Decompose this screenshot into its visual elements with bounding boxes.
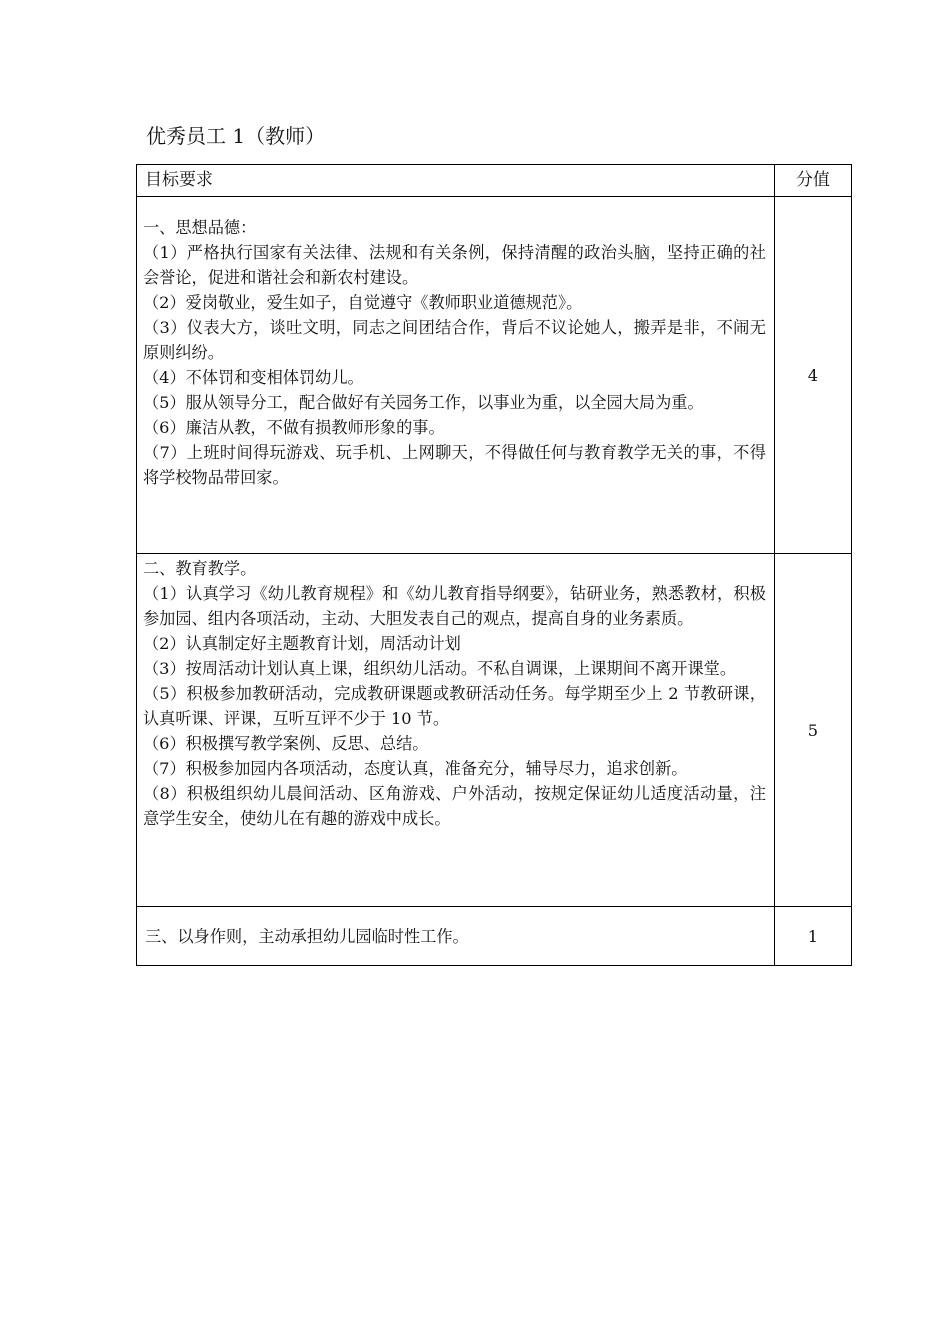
section-heading: 三、以身作则，主动承担幼儿园临时性工作。 — [145, 926, 469, 946]
requirement-item: （1）严格执行国家有关法律、法规和有关条例，保持清醒的政治头脑，坚持正确的社会誉论，促进和谐社会和新农村建设。 — [143, 243, 766, 287]
requirement-cell-teaching — [137, 554, 775, 907]
document-title: 优秀员工 1（教师） — [146, 124, 326, 148]
section-heading: 二、教育教学。 — [143, 559, 257, 578]
header-score: 分值 — [774, 165, 851, 197]
requirement-item: （2）爱岗敬业，爱生如子，自觉遵守《教师职业道德规范》。 — [143, 293, 583, 312]
requirement-cell-moral — [137, 197, 775, 554]
section-heading: 一、思想品德： — [143, 218, 257, 237]
requirement-item: （5）积极参加教研活动，完成教研课题或教研活动任务。每学期至少上 2 节教研课，认真听课、评课，互听互评不少于 10 节。 — [143, 684, 766, 728]
requirement-item: （1）认真学习《幼儿教育规程》和《幼儿教育指导纲要》，钻研业务，熟悉教材，积极参加园、组内各项活动，主动、大胆发表自己的观点，提高自身的业务素质。 — [143, 584, 766, 628]
score-cell-moral: 4 — [774, 197, 851, 554]
table-row-moral — [137, 197, 852, 554]
requirement-cell-example — [137, 907, 775, 966]
evaluation-table — [136, 164, 852, 966]
requirement-item: （2）认真制定好主题教育计划，周活动计划 — [143, 634, 461, 653]
score-cell-teaching: 5 — [774, 554, 851, 907]
requirement-item: （3）按周活动计划认真上课，组织幼儿活动。不私自调课，上课期间不离开课堂。 — [143, 659, 737, 678]
score-cell-example: 1 — [774, 907, 851, 966]
table-row-teaching — [137, 554, 852, 907]
requirement-item: （5）服从领导分工，配合做好有关园务工作，以事业为重，以全园大局为重。 — [143, 393, 704, 412]
table-row-example — [137, 907, 852, 966]
requirement-item: （6）廉洁从教，不做有损教师形象的事。 — [143, 418, 445, 437]
requirement-item: （4）不体罚和变相体罚幼儿。 — [143, 368, 364, 387]
requirement-item: （7）上班时间得玩游戏、玩手机、上网聊天，不得做任何与教育教学无关的事，不得将学校物品带回家。 — [143, 443, 766, 487]
table-header-row — [137, 165, 852, 197]
header-requirement: 目标要求 — [137, 165, 775, 197]
requirement-item: （3）仪表大方，谈吐文明，同志之间团结合作，背后不议论她人，搬弄是非，不闹无原则纠纷。 — [143, 318, 766, 362]
requirement-item: （7）积极参加园内各项活动，态度认真，准备充分，辅导尽力，追求创新。 — [143, 759, 688, 778]
requirement-item: （8）积极组织幼儿晨间活动、区角游戏、户外活动，按规定保证幼儿适度活动量，注意学生安全，使幼儿在有趣的游戏中成长。 — [143, 784, 766, 828]
requirement-item: （6）积极撰写教学案例、反思、总结。 — [143, 734, 429, 753]
